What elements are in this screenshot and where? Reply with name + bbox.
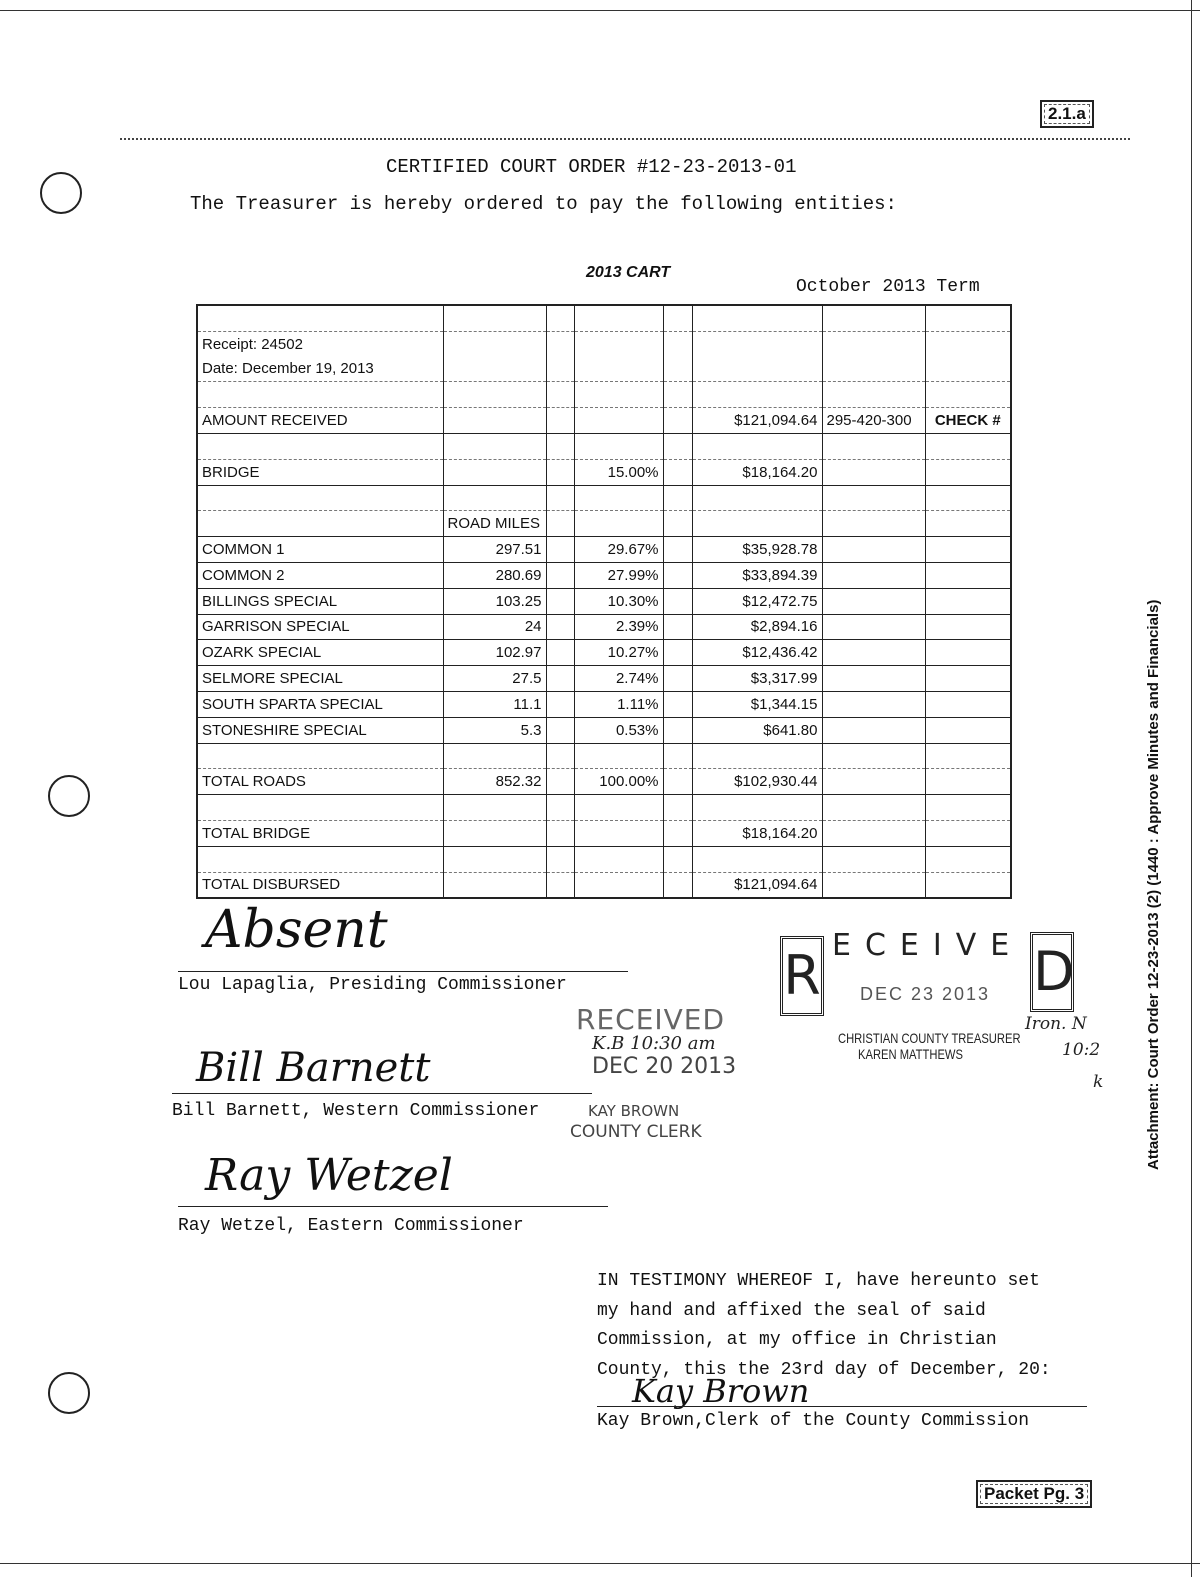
- district-name: SELMORE SPECIAL: [197, 666, 443, 692]
- district-pct: 27.99%: [574, 562, 663, 588]
- district-row: [197, 614, 1011, 640]
- district-miles: 11.1: [443, 691, 546, 717]
- testimony-line: my hand and affixed the seal of said: [597, 1300, 986, 1321]
- packet-page-label: Packet Pg. 3: [976, 1480, 1092, 1508]
- order-title: CERTIFIED COURT ORDER #12-23-2013-01: [386, 156, 797, 178]
- district-row: [197, 717, 1011, 743]
- district-row: [197, 666, 1011, 692]
- total-roads-row: TOTAL ROADS 852.32 100.00% $102,930.44: [197, 769, 1011, 795]
- district-name: OZARK SPECIAL: [197, 640, 443, 666]
- order-intro: The Treasurer is hereby ordered to pay the following entities:: [190, 193, 897, 215]
- district-pct: 0.53%: [574, 717, 663, 743]
- scan-noise-line: [120, 138, 1130, 146]
- district-amount: $641.80: [692, 717, 822, 743]
- district-amount: $12,472.75: [692, 588, 822, 614]
- treasurer-handwriting-initial: k: [1093, 1072, 1104, 1092]
- testimony-line: Commission, at my office in Christian: [597, 1330, 997, 1350]
- clerk-stamp-handwriting: K.B 10:30 am: [592, 1033, 716, 1054]
- bridge-row: BRIDGE 15.00% $18,164.20: [197, 459, 1011, 485]
- district-miles: 280.69: [443, 562, 546, 588]
- stamp-received-middle: ECEIVE: [832, 928, 1024, 963]
- district-pct: 1.11%: [574, 691, 663, 717]
- district-miles: 27.5: [443, 666, 546, 692]
- testimony-block: [597, 1267, 1051, 1385]
- district-name: SOUTH SPARTA SPECIAL: [197, 691, 443, 717]
- eastern-commissioner: Ray Wetzel, Eastern Commissioner: [178, 1216, 524, 1236]
- district-miles: 5.3: [443, 717, 546, 743]
- stamp-letter-r: R: [780, 936, 824, 1016]
- district-name: COMMON 2: [197, 562, 443, 588]
- punch-hole-icon: [48, 775, 90, 817]
- district-amount: $33,894.39: [692, 562, 822, 588]
- table-row: [197, 305, 1011, 331]
- stamp-letter-d: D: [1030, 932, 1074, 1012]
- district-row: [197, 640, 1011, 666]
- road-miles-header-row: ROAD MILES: [197, 511, 1011, 537]
- table-row: [197, 357, 1011, 382]
- signature-line: [178, 971, 628, 972]
- amount-received-row: AMOUNT RECEIVED $121,094.64 295-420-300 CHECK #: [197, 408, 1011, 434]
- testimony-line: IN TESTIMONY WHEREOF I, have hereunto set: [597, 1271, 1040, 1291]
- clerk-stamp-date: DEC 20 2013: [592, 1054, 737, 1079]
- district-row: [197, 691, 1011, 717]
- district-amount: $35,928.78: [692, 537, 822, 563]
- stamp-treasurer-office: CHRISTIAN COUNTY TREASURER: [838, 1030, 1021, 1046]
- district-name: COMMON 1: [197, 537, 443, 563]
- district-pct: 2.74%: [574, 666, 663, 692]
- table-row: [197, 433, 1011, 459]
- western-commissioner: Bill Barnett, Western Commissioner: [172, 1101, 540, 1121]
- district-name: STONESHIRE SPECIAL: [197, 717, 443, 743]
- clerk-stamp-office: COUNTY CLERK: [570, 1122, 702, 1142]
- district-pct: 10.30%: [574, 588, 663, 614]
- testimony-line: County, this the 23rd day of December, 20:: [597, 1359, 1051, 1380]
- stamp-treasurer-date: DEC 23 2013: [860, 984, 991, 1004]
- punch-hole-icon: [40, 172, 82, 214]
- page-edge-right: [1191, 0, 1192, 1577]
- attachment-label: Attachment: Court Order 12-23-2013 (2) (1440 : Approve Minutes and Financials): [1145, 599, 1162, 1170]
- term-label: October 2013 Term: [796, 277, 980, 297]
- presiding-signature: Absent: [205, 900, 388, 960]
- district-amount: $1,344.15: [692, 691, 822, 717]
- district-row: [197, 537, 1011, 563]
- table-row: [197, 743, 1011, 769]
- total-disbursed-row: TOTAL DISBURSED $121,094.64: [197, 872, 1011, 898]
- district-miles: 102.97: [443, 640, 546, 666]
- district-pct: 2.39%: [574, 614, 663, 640]
- table-row: [197, 795, 1011, 821]
- district-miles: 103.25: [443, 588, 546, 614]
- total-bridge-row: TOTAL BRIDGE $18,164.20: [197, 820, 1011, 846]
- packet-tag-top: 2.1.a: [1040, 100, 1094, 128]
- signature-line: [172, 1093, 592, 1094]
- clerk-signature: Kay Brown: [632, 1372, 810, 1410]
- page-edge-bottom: [0, 1563, 1200, 1564]
- signature-line: [597, 1406, 1087, 1407]
- treasurer-handwriting-time: 10:2: [1062, 1040, 1101, 1060]
- table-row: [197, 382, 1011, 408]
- cart-label: 2013 CART: [586, 264, 671, 281]
- district-name: BILLINGS SPECIAL: [197, 588, 443, 614]
- district-row: [197, 588, 1011, 614]
- presiding-commissioner: Lou Lapaglia, Presiding Commissioner: [178, 975, 567, 995]
- receipt-cell: Receipt: 24502: [197, 331, 443, 356]
- district-name: GARRISON SPECIAL: [197, 614, 443, 640]
- table-row: [197, 846, 1011, 872]
- signature-line: [178, 1206, 608, 1207]
- treasurer-handwriting: Iron. N: [1025, 1014, 1087, 1034]
- district-pct: 29.67%: [574, 537, 663, 563]
- table-row: [197, 331, 1011, 356]
- date-cell: Date: December 19, 2013: [197, 357, 443, 382]
- clerk-stamp-received: RECEIVED: [576, 1003, 726, 1036]
- punch-hole-icon: [48, 1372, 90, 1414]
- table-row: [197, 485, 1011, 511]
- district-row: [197, 562, 1011, 588]
- district-pct: 10.27%: [574, 640, 663, 666]
- district-miles: 24: [443, 614, 546, 640]
- western-signature: Bill Barnett: [196, 1045, 431, 1091]
- clerk-line: Kay Brown,Clerk of the County Commission: [597, 1411, 1030, 1431]
- district-miles: 297.51: [443, 537, 546, 563]
- district-amount: $2,894.16: [692, 614, 822, 640]
- eastern-signature: Ray Wetzel: [205, 1150, 453, 1201]
- district-amount: $12,436.42: [692, 640, 822, 666]
- cart-distribution-table: [196, 304, 1012, 899]
- stamp-treasurer-name: KAREN MATTHEWS: [858, 1046, 963, 1062]
- district-amount: $3,317.99: [692, 666, 822, 692]
- clerk-stamp-name: KAY BROWN: [588, 1102, 680, 1120]
- page-edge-top: [0, 10, 1200, 11]
